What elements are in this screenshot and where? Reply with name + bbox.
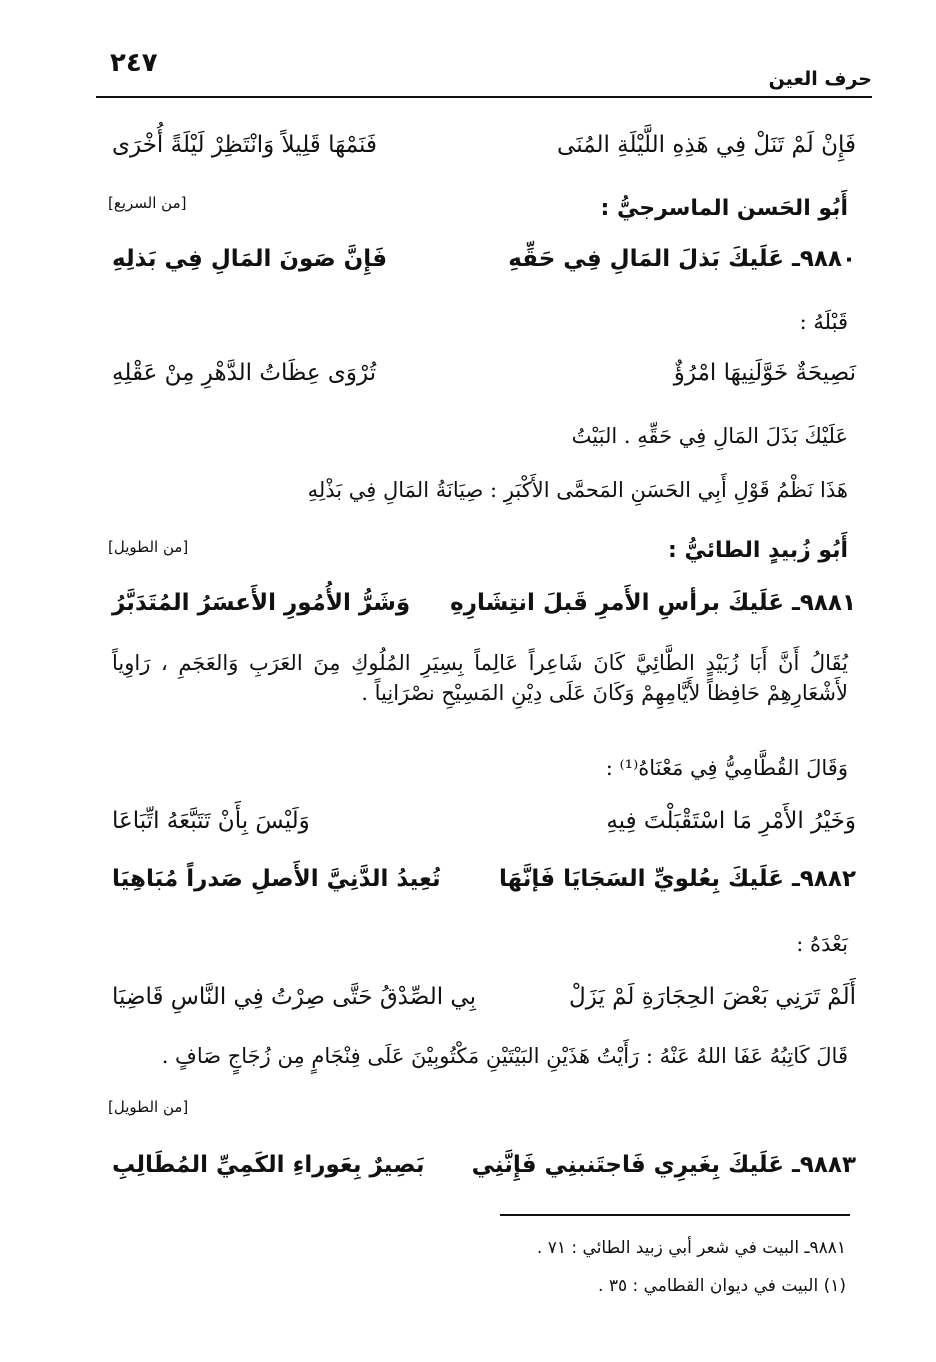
paragraph-yuqal: يُقَالُ أَنَّ أَبَا زُبَيْدٍ الطَّائِيَّ كَانَ شَاعِراً عَالِماً بِسِيَرِ المُلُوكِ مِنَ العَرَبِ وَالعَجَمِ ، رَاوِياً لأَشْعَارِهِمْ حَافِظاً لأَيَّامِهِمْ وَكَانَ عَلَى دِيْنِ المَسِيْحِ نصْرَانِياً . bbox=[112, 651, 848, 705]
verse-prev bbox=[112, 132, 856, 172]
verse-second-hemistich: تُعِيدُ الدَّنِيَّ الأَصلِ صَدراً مُبَاهِيَا bbox=[112, 866, 441, 892]
verse-khayr bbox=[112, 808, 856, 848]
meter-label: [من الطويل] bbox=[108, 1098, 189, 1116]
verse-second-hemistich: وَلَيْسَ بِأَنْ تَتَبَّعَهُ اتِّبَاعَا bbox=[112, 808, 310, 834]
text-line-katib: قَالَ كَاتِبُهُ عَفَا اللهُ عَنْهُ : رَأَيْتُ هَذَيْنِ البَيْتَيْنِ مَكْتُوبِيْنَ عَلَى فِنْجَامٍ مِن زُجَاجٍ صَافٍ . bbox=[161, 1044, 848, 1068]
verse-second-hemistich: فَنَمْهَا قَلِيلاً وَانْتَظِرْ لَيْلَةً أُخْرَى bbox=[112, 132, 377, 158]
page-number: ٢٤٧ bbox=[110, 48, 158, 78]
poet-name: أَبُو الحَسن الماسرجيُّ : bbox=[600, 196, 848, 221]
verse-9880 bbox=[112, 246, 856, 286]
verse-first-hemistich: ٩٨٨٢ـ عَلَيكَ بِعُلويِّ السَجَايَا فَإنَّهَا bbox=[498, 866, 856, 892]
text-line-alayka: عَلَيْكَ بَذَلَ المَالِ فِي حَقِّهِ . البَيْتُ bbox=[571, 424, 848, 448]
verse-first-hemistich: ٩٨٨٠ـ عَلَيكَ بَذلَ المَالِ فِي حَقِّهِ bbox=[508, 246, 856, 272]
verse-naseeha bbox=[112, 360, 856, 400]
verse-9882 bbox=[112, 866, 856, 906]
verse-first-hemistich: فَإِنْ لَمْ تَنَلْ فِي هَذِهِ اللَّيْلَةِ المُنَى bbox=[557, 132, 856, 158]
poet-name: أَبُو زُبيدٍ الطائيُّ : bbox=[668, 538, 848, 563]
verse-second-hemistich: فَإِنَّ صَونَ المَالِ فِي بَذلِهِ bbox=[112, 246, 388, 272]
verse-9883 bbox=[112, 1152, 856, 1192]
text-line-hadha: هَذَا نَظْمُ قَوْلِ أَبِي الحَسَنِ المَحمَّى الأَكْبَرِ : صِيَانَةُ المَالِ فِي بَذْلِهِ bbox=[307, 478, 848, 502]
meter-label: [من السريع] bbox=[108, 194, 187, 212]
verse-second-hemistich: تُرْوَى عِظَاتُ الدَّهْرِ مِنْ عَقْلِهِ bbox=[112, 360, 377, 386]
verse-first-hemistich: ٩٨٨٣ـ عَلَيكَ بِغَيرِي فَاجتَنبنِي فَإِنَّنِي bbox=[471, 1152, 856, 1178]
verse-first-hemistich: وَخَيْرُ الأَمْرِ مَا اسْتَقْبَلْتَ فِيهِ bbox=[606, 808, 856, 834]
verse-9881 bbox=[112, 590, 856, 630]
verse-first-hemistich: نَصِيحَةٌ خَوَّلَنِيهَا امْرُؤٌ bbox=[673, 360, 856, 386]
verse-second-hemistich: بِي الصِّدْقُ حَتَّى صِرْتُ فِي النَّاسِ قَاضِيَا bbox=[112, 984, 476, 1010]
running-header-title: حرف العين bbox=[768, 68, 872, 90]
label-qablahu: قَبْلَهُ : bbox=[799, 310, 848, 334]
verse-second-hemistich: بَصِيرٌ بِعَوراءِ الكَمِيِّ المُطَالِبِ bbox=[112, 1152, 425, 1178]
footnote-divider bbox=[500, 1214, 850, 1216]
verse-first-hemistich: ٩٨٨١ـ عَلَيكَ برأسِ الأَمرِ قَبلَ انتِشَارِهِ bbox=[450, 590, 856, 616]
text-line-qatami: وَقَالَ القُطَّامِيُّ فِي مَعْنَاهُ⁽¹⁾ : bbox=[605, 756, 848, 780]
meter-label: [من الطويل] bbox=[108, 538, 189, 556]
verse-first-hemistich: أَلَمْ تَرَنِي بَعْضَ الحِجَارَةِ لَمْ يَزَلْ bbox=[569, 984, 856, 1010]
footnote-9881: ٩٨٨١ـ البيت في شعر أبي زبيد الطائي : ٧١ . bbox=[536, 1238, 846, 1258]
header-divider bbox=[96, 96, 872, 98]
footnote-1: (١) البيت في ديوان القطامي : ٣٥ . bbox=[598, 1276, 846, 1296]
verse-second-hemistich: وَشَرُّ الأُمُورِ الأَعسَرُ المُتَدَبَّرُ bbox=[112, 590, 411, 616]
label-badahu: بَعْدَهُ : bbox=[796, 932, 848, 956]
verse-alam bbox=[112, 984, 856, 1024]
